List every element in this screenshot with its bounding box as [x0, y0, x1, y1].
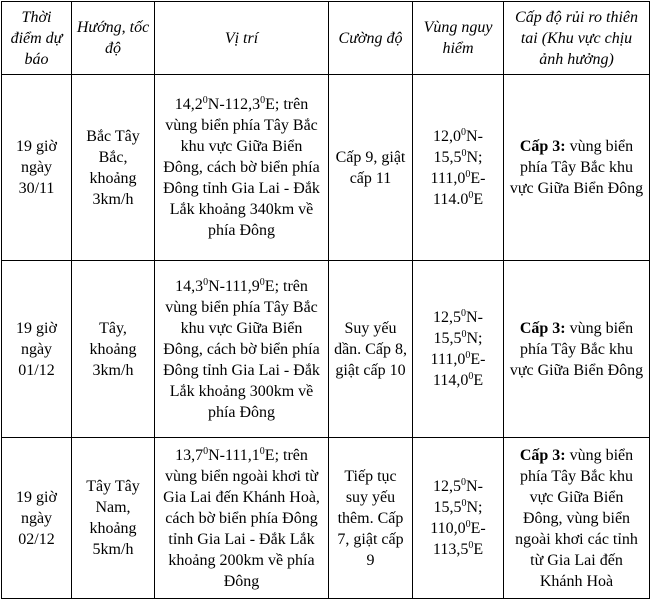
- intensity: Cấp 9, giật cấp 11: [329, 75, 413, 261]
- position-lat: 13,7: [175, 446, 204, 464]
- direction-speed: Bắc Tây Bắc, khoảng 3km/h: [72, 75, 155, 261]
- degree-sign: 0: [461, 498, 467, 509]
- intensity: Suy yếu dần. Cấp 8, giật cấp 10: [329, 261, 413, 438]
- risk-level: [504, 75, 650, 261]
- danger-zone-lon-end: E-114.0: [432, 169, 486, 208]
- degree-sign: 0: [465, 168, 471, 180]
- risk-level-label: Cấp 3:: [519, 319, 566, 337]
- table-row: [2, 438, 650, 599]
- risk-level-label: Cấp 3:: [519, 446, 566, 464]
- header-danger-zone: Vùng nguy hiểm: [413, 2, 504, 75]
- degree-sign: 0: [461, 477, 467, 488]
- position-description: E; trên vùng biển ngoài khơi từ Gia Lai đến Khánh Hoà, cách bờ biển phía Đông tỉnh Gia Lai - Đắk Lắk khoảng 200km về phía Đông: [163, 446, 320, 590]
- forecast-time: 19 giờ ngày 30/11: [2, 75, 72, 261]
- danger-zone-lon-start: N; 110,0: [430, 499, 483, 537]
- risk-level: [504, 438, 650, 599]
- danger-zone-lon-start: N; 111,0: [430, 148, 483, 187]
- danger-zone-lat-end: N-15,5: [433, 127, 483, 166]
- degree-sign: 0: [468, 540, 474, 551]
- position-description: E; trên vùng biển phía Tây Bắc khu vực Giữa Biển Đông, cách bờ biển phía Đông tỉnh Gia Lai - Đắk Lắk khoảng 300km về phía Đông: [163, 277, 320, 421]
- degree-sign: 0: [468, 371, 474, 382]
- danger-zone-suffix: E: [473, 541, 484, 558]
- position: [155, 75, 329, 261]
- position-lat-lon: N-112,3: [207, 96, 261, 113]
- header-time: Thời điểm dự báo: [2, 2, 72, 75]
- position-lat-lon: N-111,1: [208, 446, 260, 464]
- danger-zone-suffix: E: [473, 372, 484, 389]
- risk-level-area: vùng biển phía Tây Bắc khu vực Giữa Biển Đông: [509, 319, 644, 379]
- danger-zone-lat-end: N-15,5: [433, 309, 483, 347]
- intensity: Tiếp tục suy yếu thêm. Cấp 7, giật cấp 9: [329, 438, 413, 599]
- degree-sign: 0: [461, 147, 467, 159]
- danger-zone: [413, 75, 504, 261]
- position-description: E; trên vùng biển phía Tây Bắc khu vực Giữa Biển Đông, cách bờ biển phía Đông tỉnh Gia Lai - Đắk Lắk khoảng 340km về phía Đông: [163, 96, 320, 239]
- position-lat-lon: N-111,9: [208, 277, 260, 295]
- risk-level: [504, 261, 650, 438]
- position-lat: 14,3: [175, 277, 204, 295]
- degree-sign: 0: [203, 445, 209, 457]
- risk-level-area: vùng biển phía Tây Bắc khu vực Giữa Biển Đông: [509, 138, 644, 197]
- degree-sign: 0: [468, 189, 474, 201]
- header-risk-level: Cấp độ rủi ro thiên tai (Khu vực chịu ảnh hưởng): [504, 2, 650, 75]
- table-row: [2, 261, 650, 438]
- degree-sign: 0: [259, 445, 265, 457]
- danger-zone: [413, 261, 504, 438]
- danger-zone-suffix: E: [473, 190, 484, 208]
- forecast-time: 19 giờ ngày 01/12: [2, 261, 72, 438]
- storm-forecast-table: [1, 1, 650, 599]
- danger-zone-lat-start: 12,5: [433, 309, 462, 326]
- degree-sign: 0: [203, 276, 209, 288]
- header-intensity: Cường độ: [329, 2, 413, 75]
- position: [155, 438, 329, 599]
- degree-sign: 0: [202, 95, 208, 106]
- danger-zone-lon-start: N; 111,0: [430, 330, 483, 368]
- direction-speed: Tây Tây Nam, khoảng 5km/h: [72, 438, 155, 599]
- degree-sign: 0: [461, 329, 467, 340]
- degree-sign: 0: [259, 276, 265, 288]
- degree-sign: 0: [461, 126, 467, 138]
- position-lat: 14,2: [174, 96, 203, 113]
- danger-zone-lon-end: E-113,5: [432, 520, 486, 558]
- degree-sign: 0: [465, 350, 471, 361]
- danger-zone-lon-end: E-114,0: [432, 351, 486, 389]
- table-header-row: [2, 2, 650, 75]
- degree-sign: 0: [465, 519, 471, 530]
- position: [155, 261, 329, 438]
- table-row: [2, 75, 650, 261]
- degree-sign: 0: [461, 308, 467, 319]
- danger-zone-lat-start: 12,0: [433, 127, 462, 145]
- danger-zone: [413, 438, 504, 599]
- risk-level-area: vùng biển phía Tây Bắc khu vực Giữa Biển Đông, vùng biển ngoài khơi các tỉnh từ Gia Lai đến Khánh Hoà: [515, 446, 638, 590]
- risk-level-label: Cấp 3:: [519, 138, 566, 155]
- degree-sign: 0: [260, 95, 266, 106]
- header-position: Vị trí: [155, 2, 329, 75]
- header-direction: Hướng, tốc độ: [72, 2, 155, 75]
- forecast-time: 19 giờ ngày 02/12: [2, 438, 72, 599]
- danger-zone-lat-start: 12,5: [433, 478, 462, 495]
- danger-zone-lat-end: N-15,5: [433, 478, 483, 516]
- direction-speed: Tây, khoảng 3km/h: [72, 261, 155, 438]
